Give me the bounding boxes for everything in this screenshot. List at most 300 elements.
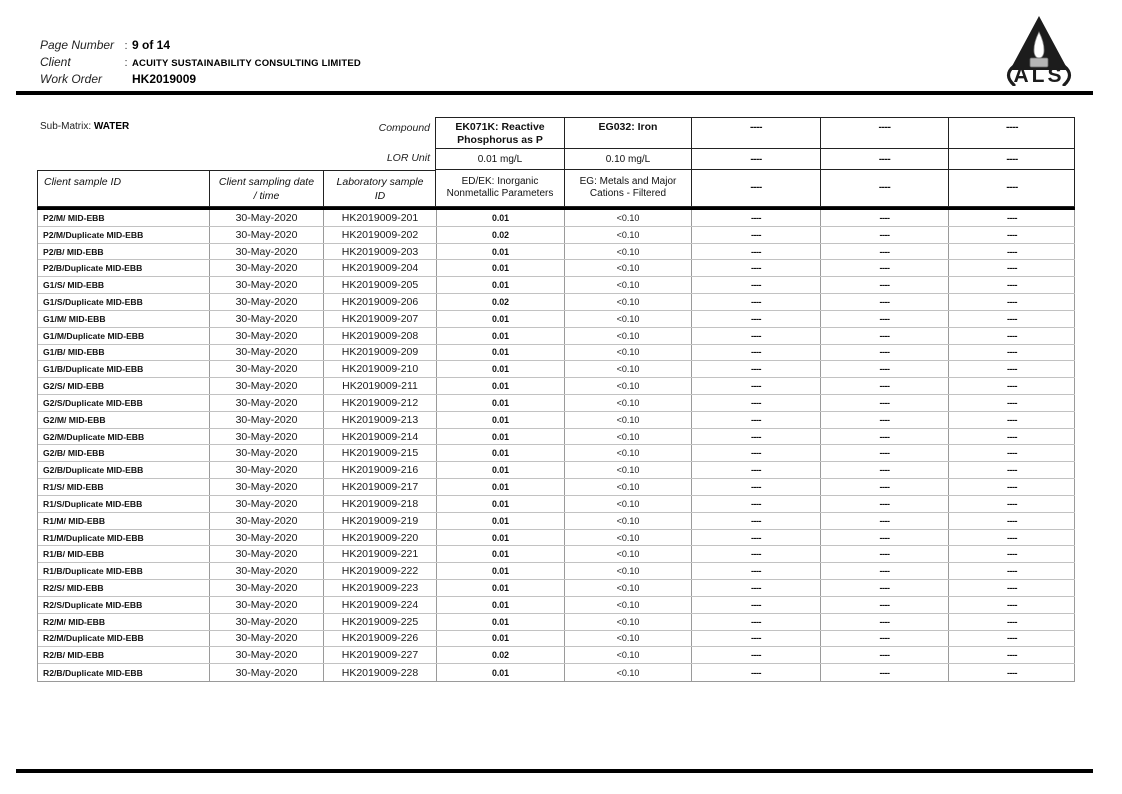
sampling-date-cell: 30-May-2020 <box>209 530 323 546</box>
table-row <box>38 361 1075 378</box>
sampling-date-header <box>209 171 323 206</box>
compound-header-empty: ---- <box>691 118 820 148</box>
iron-value-cell: <0.10 <box>564 361 691 377</box>
iron-value-cell: <0.10 <box>564 260 691 276</box>
iron-value-cell: <0.10 <box>564 546 691 562</box>
empty-value-cell: ---- <box>691 277 820 293</box>
table-row <box>38 445 1075 462</box>
lab-sample-id-cell: HK2019009-201 <box>323 210 436 226</box>
phosphorus-value-cell: 0.01 <box>436 597 564 613</box>
empty-value-cell: ---- <box>820 445 948 461</box>
iron-value-cell: <0.10 <box>564 227 691 243</box>
client-sample-id-cell: P2/B/ MID-EBB <box>43 246 104 257</box>
phosphorus-value-cell: 0.01 <box>436 445 564 461</box>
sample-column-headers <box>37 170 436 207</box>
client-sample-id-cell: G1/B/Duplicate MID-EBB <box>43 364 144 375</box>
table-row <box>38 277 1075 294</box>
table-row <box>38 462 1075 479</box>
sampling-date-cell: 30-May-2020 <box>209 378 323 394</box>
footer-rule <box>16 769 1093 773</box>
lab-sample-id-cell: HK2019009-206 <box>323 294 436 310</box>
iron-value-cell: <0.10 <box>564 614 691 630</box>
page-number-value: 9 of 14 <box>132 38 171 52</box>
empty-value-cell: ---- <box>948 260 1075 276</box>
empty-value-cell: ---- <box>820 328 948 344</box>
empty-value-cell: ---- <box>948 546 1075 562</box>
empty-value-cell: ---- <box>820 395 948 411</box>
sampling-date-cell: 30-May-2020 <box>209 647 323 663</box>
empty-value-cell: ---- <box>691 597 820 613</box>
phosphorus-value-cell: 0.01 <box>436 631 564 647</box>
table-row <box>38 597 1075 614</box>
empty-value-cell: ---- <box>691 647 820 663</box>
lab-sample-id-cell: HK2019009-215 <box>323 445 436 461</box>
sampling-date-cell: 30-May-2020 <box>209 260 323 276</box>
lab-sample-id-cell: HK2019009-223 <box>323 580 436 596</box>
page-number-row <box>40 38 361 55</box>
client-sample-id-cell: R1/S/ MID-EBB <box>43 482 104 493</box>
client-sample-id-cell: G1/S/Duplicate MID-EBB <box>43 297 143 307</box>
empty-value-cell: ---- <box>691 580 820 596</box>
sampling-date-cell: 30-May-2020 <box>209 294 323 310</box>
empty-value-cell: ---- <box>948 631 1075 647</box>
table-row <box>38 395 1075 412</box>
phosphorus-value-cell: 0.01 <box>436 513 564 529</box>
table-row <box>38 345 1075 362</box>
lab-sample-id-cell: HK2019009-218 <box>323 496 436 512</box>
sampling-date-cell: 30-May-2020 <box>209 614 323 630</box>
table-row <box>38 429 1075 446</box>
empty-value-cell: ---- <box>820 631 948 647</box>
client-sample-id-cell: G1/S/ MID-EBB <box>43 280 105 291</box>
empty-value-cell: ---- <box>820 530 948 546</box>
empty-value-cell: ---- <box>948 429 1075 445</box>
table-row <box>38 311 1075 328</box>
client-sample-id-cell: G2/M/Duplicate MID-EBB <box>43 431 145 442</box>
iron-value-cell: <0.10 <box>564 530 691 546</box>
phosphorus-value-cell: 0.01 <box>436 277 564 293</box>
empty-value-cell: ---- <box>691 260 820 276</box>
empty-value-cell: ---- <box>691 496 820 512</box>
method-group-header: EG: Metals and Major Cations - Filtered <box>564 169 691 206</box>
client-sample-id-cell: G2/S/ MID-EBB <box>43 381 105 392</box>
table-row <box>38 580 1075 597</box>
iron-value-cell: <0.10 <box>564 445 691 461</box>
iron-value-cell: <0.10 <box>564 664 691 681</box>
empty-value-cell: ---- <box>820 664 948 681</box>
table-row <box>38 412 1075 429</box>
iron-value-cell: <0.10 <box>564 412 691 428</box>
lab-sample-id-header-line2: ID <box>374 189 386 202</box>
lab-sample-id-cell: HK2019009-202 <box>323 227 436 243</box>
empty-value-cell: ---- <box>948 664 1075 681</box>
iron-value-cell: <0.10 <box>564 210 691 226</box>
phosphorus-value-cell: 0.01 <box>436 328 564 344</box>
lab-sample-id-cell: HK2019009-212 <box>323 395 436 411</box>
iron-value-cell: <0.10 <box>564 580 691 596</box>
als-logo <box>1000 14 1078 86</box>
sampling-date-header-line1: Client sampling date <box>218 175 315 188</box>
empty-value-cell: ---- <box>820 260 948 276</box>
iron-value-cell: <0.10 <box>564 513 691 529</box>
lab-sample-id-cell: HK2019009-222 <box>323 563 436 579</box>
lab-sample-id-cell: HK2019009-203 <box>323 244 436 260</box>
empty-value-cell: ---- <box>691 345 820 361</box>
client-sample-id-cell: R2/S/Duplicate MID-EBB <box>43 599 143 610</box>
sampling-date-cell: 30-May-2020 <box>209 361 323 377</box>
empty-value-cell: ---- <box>948 311 1075 327</box>
method-group-header: ED/EK: Inorganic Nonmetallic Parameters <box>436 169 564 206</box>
compound-header-empty: ---- <box>820 118 948 148</box>
iron-value-cell: <0.10 <box>564 244 691 260</box>
submatrix-caption: Sub-Matrix: <box>40 121 92 132</box>
empty-value-cell: ---- <box>691 631 820 647</box>
iron-value-cell: <0.10 <box>564 294 691 310</box>
sampling-date-cell: 30-May-2020 <box>209 429 323 445</box>
iron-value-cell: <0.10 <box>564 496 691 512</box>
empty-value-cell: ---- <box>948 597 1075 613</box>
results-table-body <box>37 210 1075 682</box>
lab-sample-id-cell: HK2019009-221 <box>323 546 436 562</box>
empty-value-cell: ---- <box>948 328 1075 344</box>
client-sample-id-cell: G1/M/ MID-EBB <box>43 313 106 324</box>
report-header <box>40 38 361 89</box>
lor-unit-value: 0.10 mg/L <box>564 148 691 169</box>
sampling-date-cell: 30-May-2020 <box>209 597 323 613</box>
empty-value-cell: ---- <box>820 345 948 361</box>
empty-value-cell: ---- <box>691 445 820 461</box>
lab-sample-id-cell: HK2019009-211 <box>323 378 436 394</box>
client-label: Client <box>40 55 71 69</box>
client-sample-id-cell: R2/B/ MID-EBB <box>43 650 105 661</box>
empty-value-cell: ---- <box>820 597 948 613</box>
empty-value-cell: ---- <box>820 496 948 512</box>
table-row <box>38 631 1075 648</box>
empty-value-cell: ---- <box>691 395 820 411</box>
sampling-date-cell: 30-May-2020 <box>209 496 323 512</box>
empty-value-cell: ---- <box>948 412 1075 428</box>
empty-value-cell: ---- <box>948 210 1075 226</box>
empty-value-cell: ---- <box>691 513 820 529</box>
table-row <box>38 563 1075 580</box>
sampling-date-cell: 30-May-2020 <box>209 412 323 428</box>
method-group-empty: ---- <box>948 169 1075 206</box>
lor-unit-empty: ---- <box>691 148 820 169</box>
method-group-empty: ---- <box>691 169 820 206</box>
compound-header: EG032: Iron <box>564 118 691 148</box>
lab-sample-id-cell: HK2019009-208 <box>323 328 436 344</box>
header-rule <box>16 91 1093 95</box>
empty-value-cell: ---- <box>820 294 948 310</box>
empty-value-cell: ---- <box>691 412 820 428</box>
method-group-empty: ---- <box>820 169 948 206</box>
client-sample-id-cell: R2/M/Duplicate MID-EBB <box>43 633 144 644</box>
empty-value-cell: ---- <box>948 445 1075 461</box>
lor-unit-empty: ---- <box>820 148 948 169</box>
empty-value-cell: ---- <box>820 546 948 562</box>
lab-sample-id-cell: HK2019009-210 <box>323 361 436 377</box>
separator-colon: : <box>124 40 128 52</box>
phosphorus-value-cell: 0.01 <box>436 395 564 411</box>
sampling-date-cell: 30-May-2020 <box>209 244 323 260</box>
empty-value-cell: ---- <box>691 664 820 681</box>
iron-value-cell: <0.10 <box>564 345 691 361</box>
iron-value-cell: <0.10 <box>564 631 691 647</box>
lab-sample-id-cell: HK2019009-214 <box>323 429 436 445</box>
empty-value-cell: ---- <box>948 513 1075 529</box>
table-row <box>38 479 1075 496</box>
iron-value-cell: <0.10 <box>564 462 691 478</box>
sampling-date-cell: 30-May-2020 <box>209 513 323 529</box>
empty-value-cell: ---- <box>820 429 948 445</box>
empty-value-cell: ---- <box>948 580 1075 596</box>
work-order-row <box>40 72 361 89</box>
compound-header: EK071K: Reactive Phosphorus as P <box>455 121 545 146</box>
submatrix-value: WATER <box>93 121 130 132</box>
phosphorus-value-cell: 0.01 <box>436 462 564 478</box>
empty-value-cell: ---- <box>948 563 1075 579</box>
client-sample-id-cell: R2/S/ MID-EBB <box>43 582 104 593</box>
phosphorus-value-cell: 0.01 <box>436 580 564 596</box>
sampling-date-cell: 30-May-2020 <box>209 664 323 681</box>
client-sample-id-cell: G2/S/Duplicate MID-EBB <box>43 397 143 408</box>
phosphorus-value-cell: 0.01 <box>436 563 564 579</box>
table-row <box>38 210 1075 227</box>
lab-sample-id-cell: HK2019009-213 <box>323 412 436 428</box>
als-logo-text: ALS <box>1013 64 1065 86</box>
iron-value-cell: <0.10 <box>564 647 691 663</box>
empty-value-cell: ---- <box>820 513 948 529</box>
empty-value-cell: ---- <box>820 412 948 428</box>
empty-value-cell: ---- <box>948 345 1075 361</box>
analyte-header-box <box>435 117 1075 207</box>
phosphorus-value-cell: 0.01 <box>436 361 564 377</box>
table-row <box>38 244 1075 261</box>
lab-sample-id-cell: HK2019009-216 <box>323 462 436 478</box>
phosphorus-value-cell: 0.01 <box>436 378 564 394</box>
client-sample-id-header <box>38 171 209 206</box>
empty-value-cell: ---- <box>820 244 948 260</box>
sampling-date-cell: 30-May-2020 <box>209 345 323 361</box>
work-order-value: HK2019009 <box>132 72 197 86</box>
empty-value-cell: ---- <box>820 277 948 293</box>
sampling-date-cell: 30-May-2020 <box>209 563 323 579</box>
client-sample-id-cell: R2/M/ MID-EBB <box>43 616 106 627</box>
phosphorus-value-cell: 0.02 <box>436 227 564 243</box>
sampling-date-cell: 30-May-2020 <box>209 311 323 327</box>
empty-value-cell: ---- <box>820 378 948 394</box>
lab-sample-id-cell: HK2019009-207 <box>323 311 436 327</box>
lab-sample-id-cell: HK2019009-220 <box>323 530 436 546</box>
phosphorus-value-cell: 0.01 <box>436 429 564 445</box>
empty-value-cell: ---- <box>948 479 1075 495</box>
client-row <box>40 55 361 72</box>
empty-value-cell: ---- <box>691 530 820 546</box>
sampling-date-cell: 30-May-2020 <box>209 631 323 647</box>
client-sample-id-cell: G1/B/ MID-EBB <box>43 347 105 358</box>
lor-unit-empty: ---- <box>948 148 1075 169</box>
empty-value-cell: ---- <box>691 311 820 327</box>
iron-value-cell: <0.10 <box>564 277 691 293</box>
table-row <box>38 647 1075 664</box>
empty-value-cell: ---- <box>691 378 820 394</box>
phosphorus-value-cell: 0.02 <box>436 294 564 310</box>
empty-value-cell: ---- <box>820 614 948 630</box>
iron-value-cell: <0.10 <box>564 395 691 411</box>
sampling-date-cell: 30-May-2020 <box>209 580 323 596</box>
empty-value-cell: ---- <box>820 462 948 478</box>
submatrix-label <box>40 121 129 132</box>
lab-sample-id-cell: HK2019009-225 <box>323 614 436 630</box>
empty-value-cell: ---- <box>948 530 1075 546</box>
client-sample-id-cell: G2/B/Duplicate MID-EBB <box>43 465 144 476</box>
sampling-date-header-line2: / time <box>253 189 280 202</box>
separator-colon: : <box>124 57 128 69</box>
sampling-date-cell: 30-May-2020 <box>209 479 323 495</box>
client-sample-id-cell: P2/B/Duplicate MID-EBB <box>43 263 143 274</box>
table-row <box>38 328 1075 345</box>
empty-value-cell: ---- <box>820 647 948 663</box>
client-sample-id-cell: G2/B/ MID-EBB <box>43 448 105 459</box>
phosphorus-value-cell: 0.02 <box>436 647 564 663</box>
iron-value-cell: <0.10 <box>564 311 691 327</box>
empty-value-cell: ---- <box>820 361 948 377</box>
empty-value-cell: ---- <box>691 244 820 260</box>
sampling-date-cell: 30-May-2020 <box>209 277 323 293</box>
empty-value-cell: ---- <box>948 244 1075 260</box>
sampling-date-cell: 30-May-2020 <box>209 546 323 562</box>
client-value: ACUITY SUSTAINABILITY CONSULTING LIMITED <box>132 58 361 69</box>
empty-value-cell: ---- <box>948 227 1075 243</box>
empty-value-cell: ---- <box>691 479 820 495</box>
iron-value-cell: <0.10 <box>564 429 691 445</box>
lab-sample-id-cell: HK2019009-228 <box>323 664 436 681</box>
empty-value-cell: ---- <box>820 580 948 596</box>
empty-value-cell: ---- <box>948 277 1075 293</box>
lor-unit-row-label: LOR Unit <box>386 152 430 164</box>
empty-value-cell: ---- <box>691 328 820 344</box>
compound-row-label: Compound <box>378 122 430 134</box>
empty-value-cell: ---- <box>691 294 820 310</box>
empty-value-cell: ---- <box>820 563 948 579</box>
empty-value-cell: ---- <box>820 479 948 495</box>
phosphorus-value-cell: 0.01 <box>436 614 564 630</box>
empty-value-cell: ---- <box>820 311 948 327</box>
client-sample-id-cell: R1/M/ MID-EBB <box>43 515 106 526</box>
table-row <box>38 546 1075 563</box>
sampling-date-cell: 30-May-2020 <box>209 445 323 461</box>
phosphorus-value-cell: 0.01 <box>436 345 564 361</box>
sampling-date-cell: 30-May-2020 <box>209 328 323 344</box>
client-sample-id-cell: R1/S/Duplicate MID-EBB <box>43 498 143 509</box>
phosphorus-value-cell: 0.01 <box>436 244 564 260</box>
sampling-date-cell: 30-May-2020 <box>209 462 323 478</box>
empty-value-cell: ---- <box>948 462 1075 478</box>
table-row <box>38 614 1075 631</box>
iron-value-cell: <0.10 <box>564 328 691 344</box>
client-sample-id-cell: R1/B/Duplicate MID-EBB <box>43 566 143 577</box>
empty-value-cell: ---- <box>948 647 1075 663</box>
client-sample-id-cell: R1/B/ MID-EBB <box>43 549 105 560</box>
table-row <box>38 260 1075 277</box>
empty-value-cell: ---- <box>820 227 948 243</box>
iron-value-cell: <0.10 <box>564 597 691 613</box>
empty-value-cell: ---- <box>691 361 820 377</box>
phosphorus-value-cell: 0.01 <box>436 479 564 495</box>
empty-value-cell: ---- <box>948 395 1075 411</box>
sampling-date-cell: 30-May-2020 <box>209 227 323 243</box>
empty-value-cell: ---- <box>691 227 820 243</box>
lab-sample-id-cell: HK2019009-209 <box>323 345 436 361</box>
empty-value-cell: ---- <box>691 563 820 579</box>
empty-value-cell: ---- <box>691 429 820 445</box>
page-number-label: Page Number <box>40 38 115 52</box>
client-sample-id-cell: P2/M/Duplicate MID-EBB <box>43 229 144 240</box>
client-sample-id-header-text: Client sample ID <box>44 176 122 188</box>
empty-value-cell: ---- <box>691 462 820 478</box>
empty-value-cell: ---- <box>948 361 1075 377</box>
phosphorus-value-cell: 0.01 <box>436 412 564 428</box>
client-sample-id-cell: R1/M/Duplicate MID-EBB <box>43 532 144 543</box>
lab-sample-id-cell: HK2019009-217 <box>323 479 436 495</box>
lab-sample-id-cell: HK2019009-226 <box>323 631 436 647</box>
table-row <box>38 513 1075 530</box>
lab-sample-id-header-line1: Laboratory sample <box>336 175 424 188</box>
table-row <box>38 378 1075 395</box>
table-row <box>38 664 1075 681</box>
lab-sample-id-header <box>323 171 436 206</box>
empty-value-cell: ---- <box>948 496 1075 512</box>
empty-value-cell: ---- <box>691 614 820 630</box>
phosphorus-value-cell: 0.01 <box>436 664 564 681</box>
empty-value-cell: ---- <box>948 294 1075 310</box>
table-row <box>38 294 1075 311</box>
als-logo-icon <box>1000 14 1078 86</box>
work-order-label: Work Order <box>40 72 103 86</box>
phosphorus-value-cell: 0.01 <box>436 210 564 226</box>
empty-value-cell: ---- <box>691 546 820 562</box>
lab-sample-id-cell: HK2019009-219 <box>323 513 436 529</box>
phosphorus-value-cell: 0.01 <box>436 496 564 512</box>
lab-sample-id-cell: HK2019009-227 <box>323 647 436 663</box>
client-sample-id-cell: P2/M/ MID-EBB <box>43 212 105 223</box>
client-sample-id-cell: G2/M/ MID-EBB <box>43 414 106 425</box>
iron-value-cell: <0.10 <box>564 563 691 579</box>
empty-value-cell: ---- <box>691 210 820 226</box>
iron-value-cell: <0.10 <box>564 479 691 495</box>
phosphorus-value-cell: 0.01 <box>436 530 564 546</box>
phosphorus-value-cell: 0.01 <box>436 546 564 562</box>
lab-sample-id-cell: HK2019009-204 <box>323 260 436 276</box>
empty-value-cell: ---- <box>948 378 1075 394</box>
table-row <box>38 227 1075 244</box>
lab-sample-id-cell: HK2019009-224 <box>323 597 436 613</box>
sampling-date-cell: 30-May-2020 <box>209 210 323 226</box>
lab-sample-id-cell: HK2019009-205 <box>323 277 436 293</box>
compound-header-empty: ---- <box>948 118 1075 148</box>
empty-value-cell: ---- <box>948 614 1075 630</box>
table-row <box>38 496 1075 513</box>
table-row <box>38 530 1075 547</box>
client-sample-id-cell: R2/B/Duplicate MID-EBB <box>43 667 143 678</box>
lor-unit-value: 0.01 mg/L <box>436 148 564 169</box>
sampling-date-cell: 30-May-2020 <box>209 395 323 411</box>
phosphorus-value-cell: 0.01 <box>436 311 564 327</box>
iron-value-cell: <0.10 <box>564 378 691 394</box>
empty-value-cell: ---- <box>820 210 948 226</box>
client-sample-id-cell: G1/M/Duplicate MID-EBB <box>43 330 145 341</box>
phosphorus-value-cell: 0.01 <box>436 260 564 276</box>
